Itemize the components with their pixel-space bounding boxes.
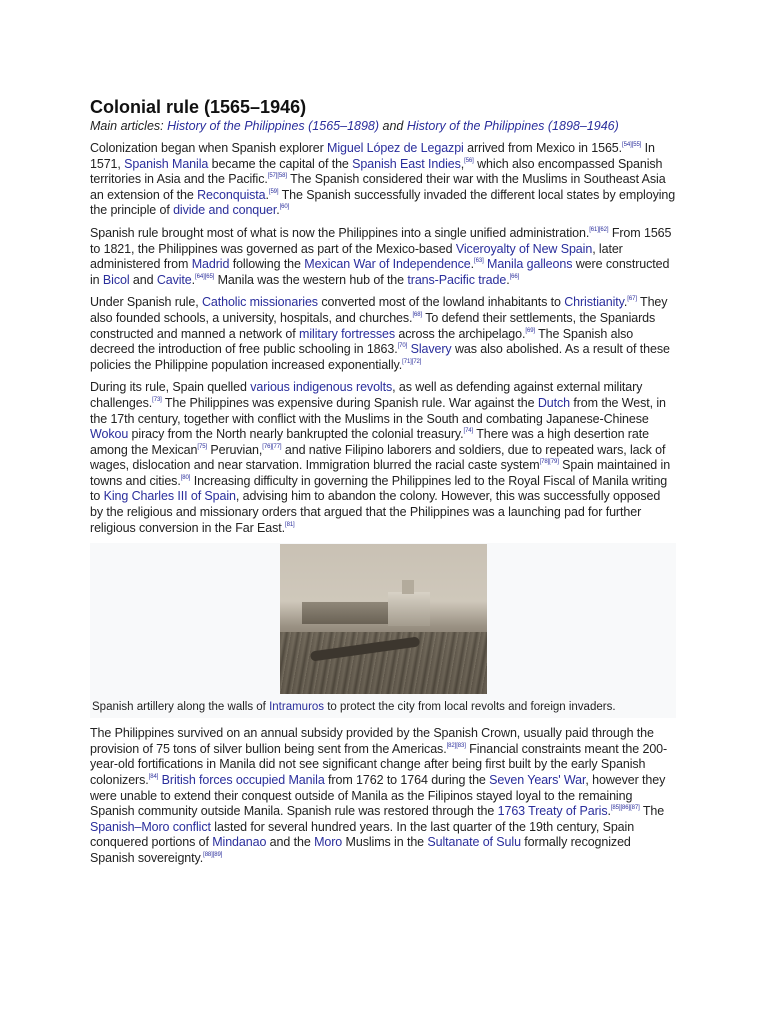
text: , later administered from — [90, 241, 623, 272]
citation[interactable]: [59] — [268, 188, 279, 195]
citation[interactable]: [57][58] — [267, 173, 287, 180]
text: piracy from the North nearly bankrupted the colonial treasury. — [128, 427, 464, 442]
figure-intramuros — [90, 543, 676, 718]
text: In 1571, — [90, 141, 655, 171]
text: which also encompassed Spanish territories in Asia and the Pacific. — [90, 156, 663, 187]
link-treaty-of-paris[interactable]: 1763 Treaty of Paris — [497, 804, 608, 819]
text: . — [607, 804, 611, 819]
citation[interactable]: [55] — [631, 142, 642, 148]
citation[interactable]: [68] — [412, 311, 423, 318]
text: There was a high desertion rate among the Mexican — [90, 427, 649, 457]
text: lasted for several hundred years. In the last quarter of the 19th century, Spain conquered portions of — [90, 819, 635, 850]
citation[interactable]: [71][72] — [402, 358, 422, 365]
link-reconquista[interactable]: Reconquista — [197, 187, 266, 202]
link-viceroyalty-new-spain[interactable]: Viceroyalty of New Spain — [455, 241, 593, 256]
paragraph-revolts — [90, 380, 676, 536]
link-history-1898-1946[interactable]: History of the Philippines (1898–1946) — [406, 119, 619, 133]
citation[interactable]: [66] — [509, 273, 520, 280]
article-section — [90, 96, 676, 874]
link-manila-galleons[interactable]: Manila galleons — [487, 257, 573, 272]
text: Financial constraints meant the 200-year-old fortifications in Manila did not see significant change after being first built by the early Spanish colonizers. — [90, 741, 668, 788]
text: and — [129, 272, 157, 287]
text: were constructed in — [90, 257, 670, 287]
citation[interactable]: [82][83] — [446, 742, 466, 749]
link-mexican-war[interactable]: Mexican War of Independence — [304, 257, 471, 272]
text: to protect the city from local revolts and foreign invaders. — [324, 701, 616, 714]
citation[interactable]: [78][79] — [539, 459, 559, 466]
hatnote-prefix: Main articles: — [90, 119, 168, 133]
text: arrived from Mexico in 1565. — [463, 141, 623, 155]
text: Manila was the western hub of the — [214, 272, 408, 287]
text: Spanish rule brought most of what is now the Philippines into a single unified administration. — [90, 225, 590, 240]
citation[interactable]: [62] — [598, 226, 609, 233]
link-sultanate-of-sulu[interactable]: Sultanate of Sulu — [427, 835, 521, 850]
link-indigenous-revolts[interactable]: various indigenous revolts — [250, 380, 393, 395]
link-catholic-missionaries[interactable]: Catholic missionaries — [201, 295, 318, 310]
link-british-occupation[interactable]: British forces occupied Manila — [161, 773, 325, 788]
text: became the capital of the — [208, 156, 353, 171]
text: from 1762 to 1764 during the — [324, 773, 490, 788]
text: . — [470, 257, 475, 272]
citation[interactable]: [80] — [180, 474, 191, 481]
citation[interactable]: [74] — [463, 428, 474, 435]
citation[interactable]: [54] — [622, 142, 632, 148]
text: Under Spanish rule, — [90, 295, 202, 310]
link-spanish-east-indies[interactable]: Spanish East Indies — [352, 156, 461, 171]
intramuros-artillery-photo[interactable] — [280, 544, 487, 694]
photo-tower — [402, 580, 414, 594]
text: The Spanish considered their war with the Muslims in Southeast Asia an extension of the — [90, 172, 666, 202]
citation[interactable]: [76][77] — [262, 443, 282, 450]
citation[interactable]: [63] — [474, 258, 484, 265]
citation[interactable]: [56] — [464, 157, 474, 164]
text: . — [623, 295, 628, 310]
link-bicol[interactable]: Bicol — [102, 272, 130, 287]
text: from the West, in the 17th century, together with conflict with the Muslims in the South and combating Japanese-Chinese — [90, 395, 666, 426]
citation[interactable]: [84] — [148, 774, 159, 781]
text: and the — [266, 835, 315, 850]
link-moro[interactable]: Moro — [314, 835, 343, 850]
text: across the archipelago. — [395, 326, 526, 341]
citation[interactable]: [61] — [589, 226, 599, 233]
citation[interactable]: [81] — [285, 521, 295, 528]
text: , however they were unable to extend their conquest outside of Manila as the Filipinos stayed loyal to the remaining Spanish community outside Manila. Spanish rule was restored through the — [90, 773, 666, 819]
text: To defend their settlements, the Spaniards constructed and manned a network of — [90, 310, 656, 341]
text: formally recognized Spanish sovereignty. — [90, 835, 631, 865]
text: The Spanish successfully invaded the different local states by employing the principle of — [90, 187, 676, 218]
text: Peruvian, — [207, 442, 263, 457]
text: They also founded schools, a university, hospitals, and churches. — [90, 295, 668, 325]
text: , as well as defending against external military challenges. — [90, 380, 643, 410]
text: Spanish artillery along the walls of — [92, 701, 270, 714]
citation[interactable]: [88][89] — [203, 852, 223, 858]
section-heading: Colonial rule (1565–1946) — [90, 97, 307, 117]
citation[interactable]: [67] — [627, 296, 637, 303]
link-legazpi[interactable]: Miguel López de Legazpi — [327, 141, 464, 155]
text: Muslims in the — [342, 835, 428, 850]
hatnote-and: and — [379, 119, 407, 133]
text: following the — [229, 257, 305, 272]
citation[interactable]: [60] — [279, 204, 290, 211]
link-intramuros[interactable]: Intramuros — [269, 701, 325, 714]
text: Increasing difficulty in governing the Philippines led to the Royal Fiscal of Manila writing to — [90, 473, 668, 504]
photo-building — [388, 592, 430, 626]
link-slavery[interactable]: Slavery — [410, 342, 452, 357]
link-history-1565-1898[interactable]: History of the Philippines (1565–1898) — [167, 119, 380, 133]
text: Spain maintained in towns and cities. — [90, 458, 671, 488]
citation[interactable]: [75] — [197, 443, 207, 450]
text: converted most of the lowland inhabitants to — [317, 295, 565, 310]
text: The — [639, 804, 665, 819]
text: , advising him to abandon the colony. However, this was successfully opposed by the religious and missionary orders that argued that the Philippines was a launching pad for further religious conversion in the Far East. — [90, 489, 661, 535]
text: . — [276, 203, 280, 218]
text: was also abolished. As a result of these policies the Philippine population increased exponentially. — [90, 342, 670, 372]
citation[interactable]: [73] — [152, 396, 162, 403]
text: , — [460, 156, 465, 171]
paragraph-subsidy — [90, 726, 676, 866]
text: During its rule, Spain quelled — [90, 380, 251, 395]
link-christianity[interactable]: Christianity — [564, 295, 624, 310]
text: The Spanish also decreed the introduction of free public schooling in 1863. — [90, 326, 634, 357]
citation[interactable]: [64][65] — [195, 273, 215, 280]
text: . — [506, 272, 510, 287]
paragraph-spanish-rule — [90, 226, 676, 288]
citation[interactable]: [85][86][87] — [610, 805, 640, 812]
main-articles-hatnote — [90, 118, 676, 135]
paragraph-colonization — [90, 141, 676, 219]
citation[interactable]: [70] — [397, 343, 408, 350]
text: From 1565 to 1821, the Philippines was governed as part of the Mexico-based — [90, 225, 672, 256]
text: and native Filipino laborers and soldiers, due to repeated wars, lack of wages, dislocation and near starvation. Immigration blurred the racial caste system — [90, 442, 666, 473]
text: Colonization began when Spanish explorer — [90, 141, 328, 155]
text: . — [191, 272, 196, 287]
text: The Philippines was expensive during Spanish rule. War against the — [161, 395, 538, 410]
text: . — [265, 187, 269, 202]
link-military-fortresses[interactable]: military fortresses — [299, 326, 396, 341]
link-seven-years-war[interactable]: Seven Years' War — [489, 773, 586, 788]
link-king-charles-iii[interactable]: King Charles III of Spain — [103, 489, 236, 504]
link-divide-and-conquer[interactable]: divide and conquer — [173, 203, 277, 218]
link-cavite[interactable]: Cavite — [156, 272, 192, 287]
link-madrid[interactable]: Madrid — [191, 257, 230, 272]
link-trans-pacific-trade[interactable]: trans-Pacific trade — [407, 272, 507, 287]
link-mindanao[interactable]: Mindanao — [212, 835, 267, 850]
link-spanish-manila[interactable]: Spanish Manila — [124, 156, 209, 171]
figure-caption — [92, 700, 676, 715]
citation[interactable]: [69] — [525, 327, 535, 334]
photo-building — [302, 602, 392, 624]
link-dutch[interactable]: Dutch — [537, 395, 570, 410]
paragraph-missionaries — [90, 295, 676, 373]
link-wokou[interactable]: Wokou — [90, 427, 129, 442]
link-spanish-moro-conflict[interactable]: Spanish–Moro conflict — [90, 819, 211, 834]
text: The Philippines survived on an annual subsidy provided by the Spanish Crown, usually paid through the provision of 75 tons of silver bullion being sent from the Americas. — [90, 726, 654, 756]
